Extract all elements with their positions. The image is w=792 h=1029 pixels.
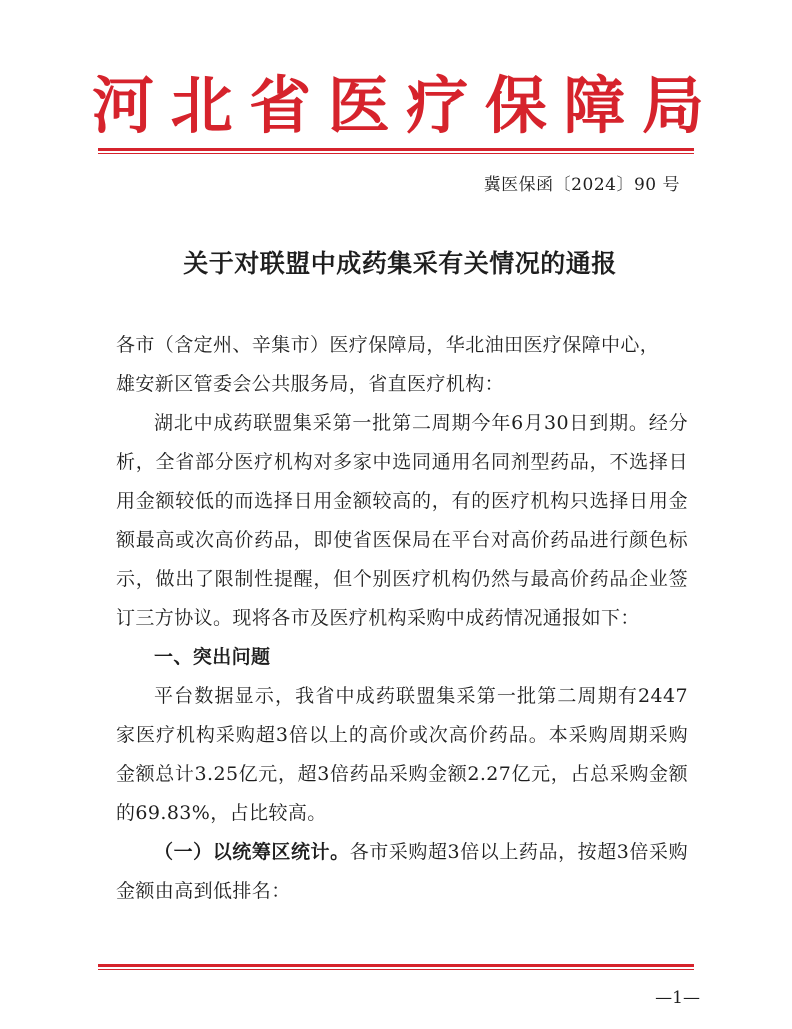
footer-divider-thin — [98, 969, 694, 970]
document-number: 冀医保函〔2024〕90 号 — [483, 175, 680, 195]
masthead — [92, 56, 704, 156]
masthead-char: 医 — [327, 69, 390, 142]
masthead-char: 局 — [641, 69, 704, 142]
masthead-char: 北 — [170, 69, 233, 142]
document-body — [116, 326, 688, 911]
masthead-char: 疗 — [406, 69, 469, 142]
masthead-char: 河 — [92, 69, 155, 142]
masthead-char: 保 — [484, 69, 547, 142]
masthead-char: 障 — [563, 69, 626, 142]
subsection-text: 各市采购超3倍以上药品，按超3倍采购金额由高到低排名： — [116, 841, 688, 902]
document-title: 关于对联盟中成药集采有关情况的通报 — [183, 249, 617, 278]
paragraph: 湖北中成药联盟集采第一批第二周期今年6月30日到期。经分析，全省部分医疗机构对多家中选同通用名同剂型药品，不选择日用金额较低的而选择日用金额较高的，有的医疗机构只选择日用金额最高或次高价药品，即使省医保局在平台对高价药品进行颜色标示，做出了限制性提醒，但个别医疗机构仍然与最高价药品企业签订三方协议。现将各市及医疗机构采购中成药情况通报如下： — [116, 412, 688, 629]
paragraph: 平台数据显示，我省中成药联盟集采第一批第二周期有2447家医疗机构采购超3倍以上的高价或次高价药品。本采购周期采购金额总计3.25亿元，超3倍药品采购金额2.27亿元，占总采购金额的69.83%，占比较高。 — [116, 685, 688, 824]
subsection-label: （一）以统筹区统计。 — [154, 841, 350, 863]
masthead-char: 省 — [249, 69, 312, 142]
header-divider-thin — [98, 153, 694, 154]
addressee-line: 雄安新区管委会公共服务局，省直医疗机构： — [116, 373, 505, 395]
section-heading: 一、突出问题 — [154, 646, 271, 668]
footer-divider — [98, 964, 694, 967]
page-number: —1— — [655, 988, 700, 1008]
paragraph — [116, 833, 688, 911]
header-divider — [98, 148, 694, 151]
addressee-line: 各市（含定州、辛集市）医疗保障局，华北油田医疗保障中心， — [116, 334, 660, 356]
